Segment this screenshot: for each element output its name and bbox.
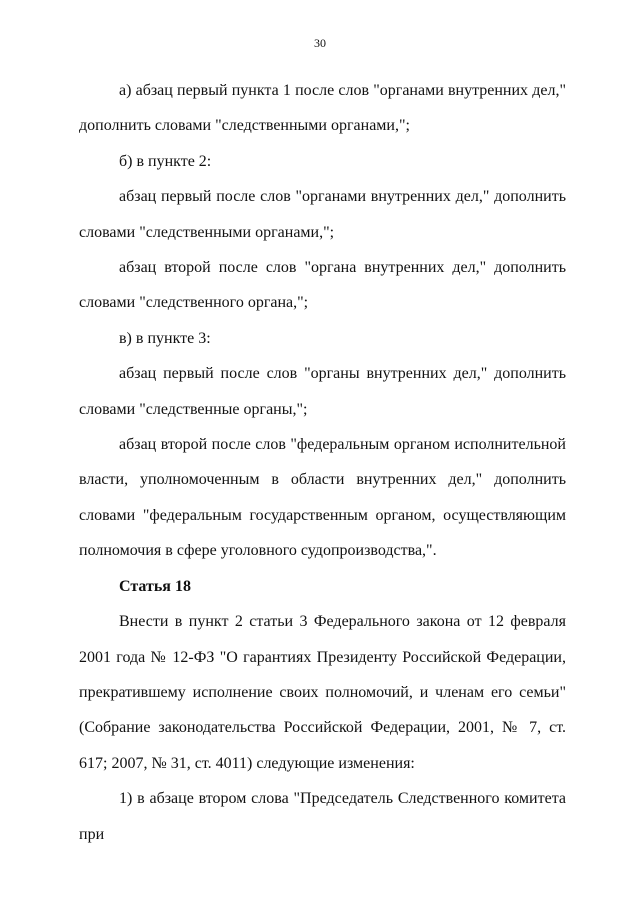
- article-intro: Внести в пункт 2 статьи 3 Федерального закона от 12 февраля 2001 года № 12-ФЗ "О гарантиях Президенту Российской Федерации, прекратившему исполнение своих полномочий, и членам его семьи" (Собрание законодательства Российской Федерации, 2001, № 7, ст. 617; 2007, № 31, ст. 4011) следующие изменения:: [79, 613, 566, 772]
- article-item-1: 1) в абзаце втором слова "Председатель Следственного комитета при: [79, 790, 566, 843]
- page-number: 30: [314, 36, 326, 50]
- article-title: Статья 18: [119, 577, 191, 595]
- document-body: [79, 73, 566, 852]
- paragraph-v-second: абзац второй после слов "федеральным органом исполнительной власти, уполномоченным в области внутренних дел," дополнить словами "федеральным государственным органом, осуществляющим полномочия в сфере уголовного судопроизводства,".: [79, 436, 566, 560]
- paragraph-a: а) абзац первый пункта 1 после слов "органами внутренних дел," дополнить словами "следственными органами,";: [79, 82, 566, 135]
- paragraph-b-heading: б) в пункте 2:: [119, 152, 212, 170]
- paragraph-v-heading: в) в пункте 3:: [119, 329, 211, 347]
- paragraph-b-second: абзац второй после слов "органа внутренних дел," дополнить словами "следственного органа,";: [79, 259, 566, 312]
- paragraph-b-first: абзац первый после слов "органами внутренних дел," дополнить словами "следственными органами,";: [79, 188, 566, 241]
- paragraph-v-first: абзац первый после слов "органы внутренних дел," дополнить словами "следственные органы,";: [79, 365, 566, 418]
